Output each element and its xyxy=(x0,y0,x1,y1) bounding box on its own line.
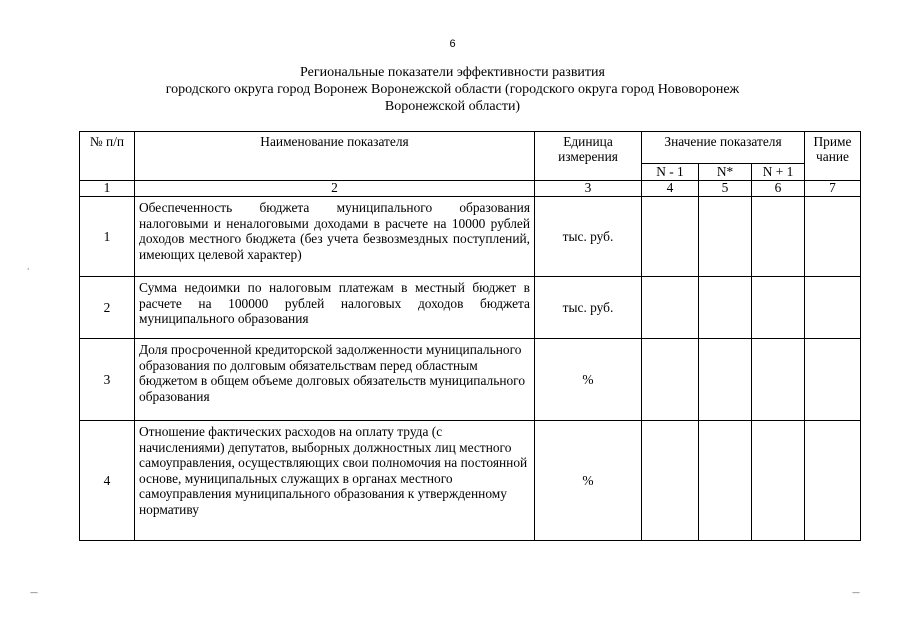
header-name: Наименование показателя xyxy=(135,132,535,181)
indicator-name: Обеспеченность бюджета муниципального образования налоговыми и неналоговыми доходами в расчете на 10000 рублей доходов местного бюджета (без учета безвозмездных поступлений, имеющих целевой характер) xyxy=(135,197,535,277)
note-cell xyxy=(805,197,861,277)
indicator-unit: тыс. руб. xyxy=(535,197,642,277)
col-number: 1 xyxy=(80,181,135,197)
value-prev-cell xyxy=(642,197,699,277)
indicator-name: Сумма недоимки по налоговым платежам в местный бюджет в расчете на 100000 рублей налоговых доходов бюджета муниципального образования xyxy=(135,277,535,339)
note-cell xyxy=(805,421,861,541)
scan-speck: — xyxy=(852,588,860,597)
header-value-current: N* xyxy=(699,164,752,181)
col-number: 5 xyxy=(699,181,752,197)
table-row xyxy=(80,339,861,421)
row-number: 4 xyxy=(80,421,135,541)
table-row xyxy=(80,421,861,541)
table-row xyxy=(80,197,861,277)
indicator-name: Отношение фактических расходов на оплату труда (с начислениями) депутатов, выборных должностных лиц местного самоуправления, осуществляющих свои полномочия на постоянной основе, муниципальных служащих в органах местного самоуправления муниципального образования к утвержденному нормативу xyxy=(135,421,535,541)
row-number: 3 xyxy=(80,339,135,421)
indicator-unit: % xyxy=(535,339,642,421)
indicators-table xyxy=(79,131,861,541)
col-number: 2 xyxy=(135,181,535,197)
table-row xyxy=(80,277,861,339)
value-prev-cell xyxy=(642,421,699,541)
title-line-2: городского округа город Воронеж Воронежской области (городского округа город Нововоронеж xyxy=(165,82,740,97)
value-next-cell xyxy=(752,339,805,421)
scan-speck: ˌ xyxy=(27,262,30,271)
col-number: 4 xyxy=(642,181,699,197)
value-next-cell xyxy=(752,277,805,339)
row-number: 2 xyxy=(80,277,135,339)
title-line-1: Региональные показатели эффективности развития xyxy=(300,65,605,80)
header-row xyxy=(80,132,861,164)
value-prev-cell xyxy=(642,277,699,339)
indicator-unit: % xyxy=(535,421,642,541)
col-number: 3 xyxy=(535,181,642,197)
note-cell xyxy=(805,277,861,339)
value-current-cell xyxy=(699,197,752,277)
col-number: 7 xyxy=(805,181,861,197)
value-current-cell xyxy=(699,277,752,339)
value-current-cell xyxy=(699,421,752,541)
header-note: Приме чание xyxy=(805,132,861,181)
header-num: № п/п xyxy=(80,132,135,181)
indicator-unit: тыс. руб. xyxy=(535,277,642,339)
indicator-name: Доля просроченной кредиторской задолженности муниципального образования по долговым обязательствам перед областным бюджетом в общем объеме долговых обязательств муниципального образования xyxy=(135,339,535,421)
header-value-prev: N - 1 xyxy=(642,164,699,181)
value-prev-cell xyxy=(642,339,699,421)
header-value-next: N + 1 xyxy=(752,164,805,181)
page-number: 6 xyxy=(449,38,456,50)
column-number-row xyxy=(80,181,861,197)
header-unit: Единица измерения xyxy=(535,132,642,181)
title-line-3: Воронежской области) xyxy=(384,99,521,114)
row-number: 1 xyxy=(80,197,135,277)
col-number: 6 xyxy=(752,181,805,197)
note-cell xyxy=(805,339,861,421)
document-title xyxy=(0,64,905,115)
value-next-cell xyxy=(752,197,805,277)
value-current-cell xyxy=(699,339,752,421)
scan-speck: — xyxy=(30,588,38,597)
value-next-cell xyxy=(752,421,805,541)
header-value: Значение показателя xyxy=(642,132,805,164)
